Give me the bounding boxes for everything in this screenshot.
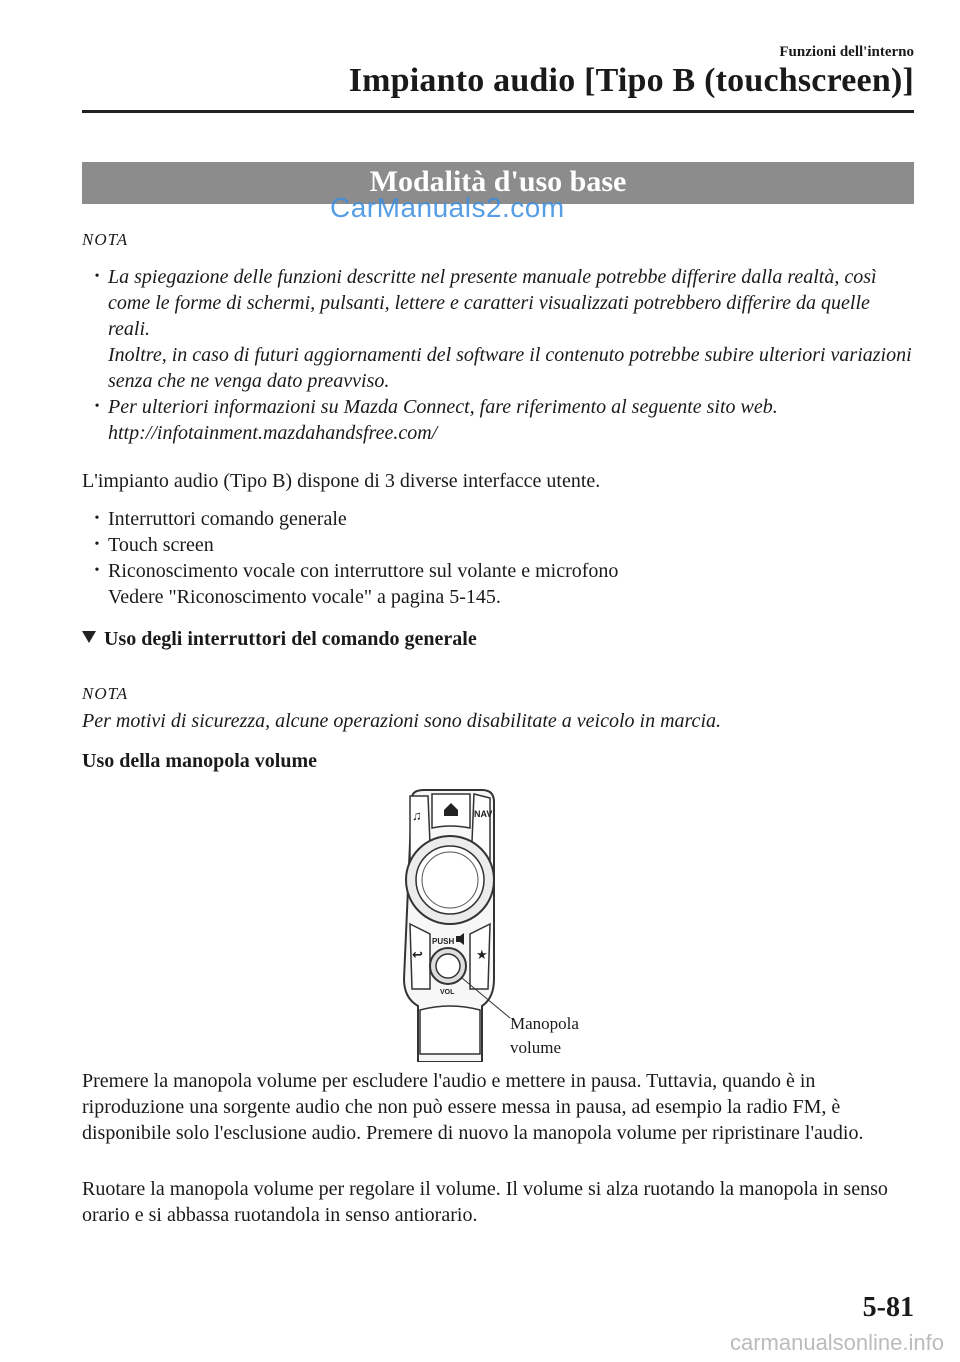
note-url: http://infotainment.mazdahandsfree.com/ [108, 422, 438, 444]
callout-line: Manopola [510, 1014, 579, 1033]
commander-control-illustration [390, 784, 520, 1062]
svg-text:♫: ♫ [412, 808, 422, 823]
note-text: Per motivi di sicurezza, alcune operazioni sono disabilitate a veicolo in marcia. [82, 710, 721, 732]
list-item-text: Interruttori comando generale [108, 508, 347, 530]
note-item-text: Inoltre, in caso di futuri aggiornamenti del software il contenuto potrebbe subire ulteriori variazioni senza che ne venga dato preavviso. [108, 344, 912, 392]
svg-text:★: ★ [476, 947, 488, 962]
nav-button-label: NAV [474, 809, 493, 819]
section-title: Impianto audio [Tipo B (touchscreen)] [348, 62, 914, 99]
bullet-icon: • [94, 399, 100, 414]
back-icon [412, 947, 423, 962]
star-icon [476, 947, 488, 962]
note-item [86, 394, 914, 446]
triangle-down-icon [82, 631, 96, 643]
section-banner: Modalità d'uso base [82, 162, 914, 204]
page-number: 5-81 [862, 1292, 914, 1323]
knob-heading: Uso della manopola volume [82, 750, 318, 772]
bullet-icon: • [94, 537, 100, 552]
interfaces-list [86, 506, 914, 610]
list-item [86, 506, 914, 532]
subsection-heading-text: Uso degli interruttori del comando generale [104, 628, 477, 650]
svg-text:↩: ↩ [412, 947, 423, 962]
paragraph: Ruotare la manopola volume per regolare il volume. Il volume si alza ruotando la manopola in senso orario e si abbassa ruotandola in senso antiorario. [82, 1178, 888, 1226]
intro-text: L'impianto audio (Tipo B) dispone di 3 diverse interfacce utente. [82, 470, 601, 492]
subsection-heading [82, 626, 914, 652]
push-label: PUSH [432, 937, 455, 946]
vol-label: VOL [440, 989, 455, 996]
callout-line: volume [510, 1038, 561, 1057]
bullet-icon: • [94, 511, 100, 526]
watermark: CarManuals2.com [330, 192, 565, 223]
music-icon [412, 808, 422, 823]
bullet-icon: • [94, 563, 100, 578]
list-item [86, 532, 914, 558]
list-item-text: Touch screen [108, 534, 214, 556]
knob-callout [510, 1012, 579, 1060]
cross-reference: Vedere "Riconoscimento vocale" a pagina 5-145. [108, 586, 501, 608]
chapter-title: Funzioni dell'interno [779, 44, 914, 60]
note-item [86, 264, 914, 394]
header-rule [82, 110, 914, 113]
paragraph: Premere la manopola volume per escludere l'audio e mettere in pausa. Tuttavia, quando è in riproduzione una sorgente audio che non può essere messa in pausa, ad esempio la radio FM, è disponibile solo l'esclusione audio. Premere di nuovo la manopola volume per ripristinare l'audio. [82, 1070, 864, 1144]
bullet-icon: • [94, 269, 100, 284]
note-item-text: La spiegazione delle funzioni descritte nel presente manuale potrebbe differire dalla realtà, così come le forme di schermi, pulsanti, lettere e caratteri visualizzati potrebbero differire da quelle reali. [108, 266, 877, 340]
site-watermark: carmanualsonline.info [729, 1330, 944, 1355]
list-item-text: Riconoscimento vocale con interruttore sul volante e microfono [108, 560, 619, 582]
note-label: NOTA [82, 230, 129, 249]
note-list [86, 264, 914, 446]
list-item [86, 558, 914, 610]
note-label: NOTA [82, 684, 129, 703]
note-item-text: Per ulteriori informazioni su Mazda Connect, fare riferimento al seguente sito web. [108, 396, 778, 418]
